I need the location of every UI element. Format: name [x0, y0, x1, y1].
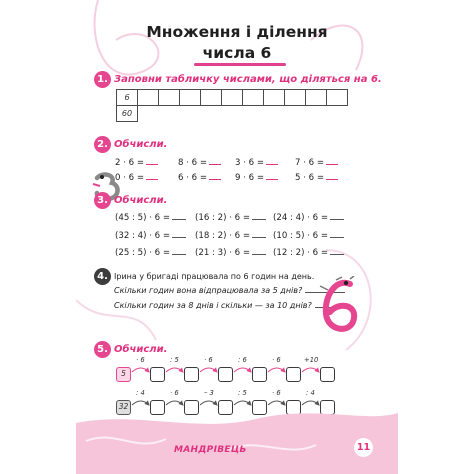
chain1-operation: · 6 [204, 356, 213, 364]
task4-line3: Скільки годин за 8 днів і скільки — за 10 днів? [114, 300, 345, 310]
page-number: 11 [354, 438, 373, 457]
chain1-operation: · 6 [136, 356, 145, 364]
task5-instruction: Обчисли. [114, 344, 168, 355]
table-cell: 60 [117, 106, 138, 122]
exercise-3-5: (18 : 2) · 6 = [195, 229, 266, 241]
exercise-3-1: (45 : 5) · 6 = [115, 211, 186, 223]
chain1-operation: +10 [304, 356, 319, 364]
chain2-start-box: 32 [116, 400, 131, 415]
task4-line2: Скільки годин вона відпрацювала за 5 днів? [114, 285, 345, 295]
task4-line1: Ірина у бригаді працювала по 6 годин на день. [114, 272, 315, 281]
task3-number: 3. [94, 192, 111, 209]
chain1-operation: · 6 [272, 356, 281, 364]
exercise-2-8: 5 · 6 = [295, 171, 338, 183]
task1-number: 1. [94, 71, 111, 88]
exercise-2-3: 3 · 6 = [235, 156, 278, 168]
workbook-page [76, 0, 398, 474]
task5-number: 5. [94, 341, 111, 358]
exercise-3-4: (32 : 4) · 6 = [115, 229, 186, 241]
page-title-line1: Множення і ділення [146, 23, 328, 41]
exercise-3-9: (12 : 2) · 6 = [273, 246, 344, 258]
chain2-operation: : 4 [136, 389, 145, 397]
exercise-3-8: (21 : 3) · 6 = [195, 246, 266, 258]
exercise-2-6: 6 · 6 = [178, 171, 221, 183]
exercise-3-6: (10 : 5) · 6 = [273, 229, 344, 241]
exercise-2-7: 9 · 6 = [235, 171, 278, 183]
exercise-3-2: (16 : 2) · 6 = [195, 211, 266, 223]
task2-number: 2. [94, 136, 111, 153]
chain1-operation: : 5 [170, 356, 179, 364]
table-cell: 6 [117, 90, 138, 106]
publisher-logo: МАНДРІВЕЦЬ [174, 445, 247, 455]
exercise-3-7: (25 : 5) · 6 = [115, 246, 186, 258]
chain2-operation: : 5 [238, 389, 247, 397]
chain2-operation: : 4 [306, 389, 315, 397]
exercise-2-2: 8 · 6 = [178, 156, 221, 168]
task4-number: 4. [94, 268, 111, 285]
task2-instruction: Обчисли. [114, 139, 168, 150]
chain2-operation: · 6 [272, 389, 281, 397]
task3-instruction: Обчисли. [114, 195, 168, 206]
footer-band [76, 401, 398, 474]
chain2-operation: · 6 [170, 389, 179, 397]
exercise-2-4: 7 · 6 = [295, 156, 338, 168]
chain2-operation: – 3 [204, 389, 214, 397]
exercise-2-5: 0 · 6 = [115, 171, 158, 183]
exercise-3-3: (24 : 4) · 6 = [273, 211, 344, 223]
chain1-operation: : 6 [238, 356, 247, 364]
task1-instruction: Заповни табличку числами, що діляться на 6. [114, 74, 382, 85]
exercise-2-1: 2 · 6 = [115, 156, 158, 168]
page-title-line2: числа 6 [202, 44, 272, 62]
chain1-start-box: 5 [116, 367, 131, 382]
